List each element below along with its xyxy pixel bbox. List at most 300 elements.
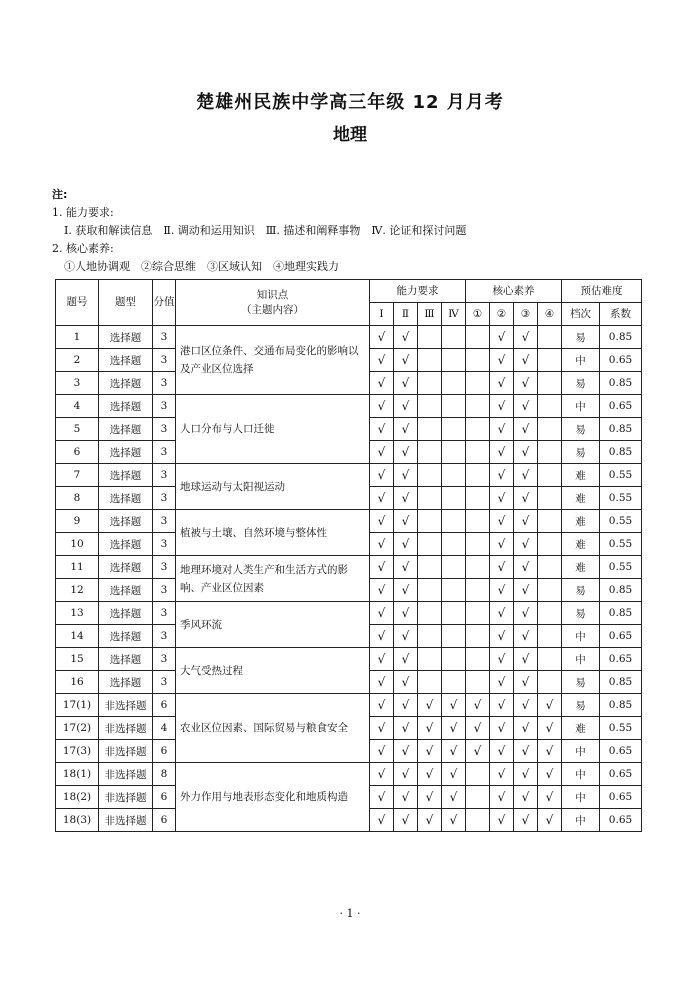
ability-check-cell	[442, 441, 466, 464]
knowledge-topic: 外力作用与地表形态变化和地质构造	[176, 763, 370, 832]
question-type: 非选择题	[99, 740, 153, 763]
difficulty-level: 易	[562, 372, 600, 395]
literacy-check-cell: √	[514, 326, 538, 349]
literacy-check-cell	[466, 326, 490, 349]
difficulty-coefficient: 0.85	[600, 418, 642, 441]
ability-check-cell: √	[394, 740, 418, 763]
knowledge-topic: 农业区位因素、国际贸易与粮食安全	[176, 694, 370, 763]
literacy-check-cell: √	[514, 464, 538, 487]
ability-check-cell	[442, 372, 466, 395]
literacy-check-cell	[538, 510, 562, 533]
question-number: 13	[56, 602, 99, 625]
difficulty-coefficient: 0.55	[600, 464, 642, 487]
literacy-check-cell: √	[538, 763, 562, 786]
ability-check-cell: √	[394, 625, 418, 648]
ability-check-cell	[442, 533, 466, 556]
ability-check-cell	[418, 625, 442, 648]
ability-title: 1. 能力要求:	[52, 206, 114, 219]
difficulty-level: 难	[562, 510, 600, 533]
literacy-check-cell	[538, 418, 562, 441]
ability-check-cell: √	[370, 464, 394, 487]
question-score: 3	[153, 602, 176, 625]
literacy-check-cell	[466, 671, 490, 694]
literacy-check-cell: √	[514, 809, 538, 832]
ability-check-cell	[442, 326, 466, 349]
ability-check-cell: √	[394, 809, 418, 832]
ability-check-cell: √	[370, 809, 394, 832]
ability-check-cell	[418, 533, 442, 556]
difficulty-level: 中	[562, 349, 600, 372]
question-type: 选择题	[99, 441, 153, 464]
ability-check-cell: √	[394, 763, 418, 786]
literacy-check-cell	[466, 648, 490, 671]
literacy-check-cell: √	[490, 464, 514, 487]
literacy-check-cell: √	[514, 648, 538, 671]
ability-check-cell: √	[370, 556, 394, 579]
literacy-check-cell	[538, 648, 562, 671]
literacy-check-cell: √	[490, 740, 514, 763]
literacy-check-cell	[466, 579, 490, 602]
literacy-check-cell: √	[514, 625, 538, 648]
difficulty-coefficient: 0.55	[600, 717, 642, 740]
question-number: 6	[56, 441, 99, 464]
question-number: 18(1)	[56, 763, 99, 786]
question-type: 非选择题	[99, 694, 153, 717]
table-row	[56, 326, 642, 349]
difficulty-level: 难	[562, 556, 600, 579]
difficulty-coefficient: 0.85	[600, 372, 642, 395]
literacy-check-cell	[538, 579, 562, 602]
ability-check-cell: √	[370, 602, 394, 625]
difficulty-level: 易	[562, 441, 600, 464]
ability-check-cell: √	[370, 786, 394, 809]
question-type: 选择题	[99, 602, 153, 625]
ability-check-cell: √	[394, 395, 418, 418]
difficulty-level: 易	[562, 418, 600, 441]
question-type: 选择题	[99, 579, 153, 602]
difficulty-level: 中	[562, 625, 600, 648]
question-score: 3	[153, 625, 176, 648]
difficulty-coefficient: 0.65	[600, 763, 642, 786]
ability-check-cell: √	[394, 579, 418, 602]
ability-check-cell	[442, 556, 466, 579]
question-type: 选择题	[99, 349, 153, 372]
literacy-check-cell	[466, 533, 490, 556]
header-ability-3: Ⅲ	[418, 303, 442, 326]
header-literacy-1: ①	[466, 303, 490, 326]
ability-check-cell: √	[418, 809, 442, 832]
literacy-check-cell: √	[514, 533, 538, 556]
question-score: 6	[153, 809, 176, 832]
ability-check-cell: √	[370, 648, 394, 671]
ability-check-cell	[442, 602, 466, 625]
literacy-check-cell	[538, 349, 562, 372]
literacy-check-cell: √	[514, 349, 538, 372]
difficulty-coefficient: 0.85	[600, 671, 642, 694]
question-number: 12	[56, 579, 99, 602]
ability-check-cell: √	[370, 533, 394, 556]
literacy-check-cell: √	[514, 579, 538, 602]
ability-check-cell	[418, 510, 442, 533]
literacy-check-cell	[466, 418, 490, 441]
literacy-check-cell	[466, 487, 490, 510]
notes-section	[52, 186, 466, 276]
question-score: 3	[153, 395, 176, 418]
table-row	[56, 464, 642, 487]
literacy-check-cell: √	[490, 372, 514, 395]
literacy-check-cell: √	[490, 602, 514, 625]
ability-check-cell	[442, 510, 466, 533]
ability-check-cell: √	[394, 510, 418, 533]
literacy-check-cell	[538, 395, 562, 418]
literacy-check-cell	[466, 349, 490, 372]
literacy-check-cell: √	[514, 786, 538, 809]
ability-check-cell: √	[370, 418, 394, 441]
literacy-check-cell: √	[490, 717, 514, 740]
ability-check-cell: √	[442, 786, 466, 809]
header-literacy-2: ②	[490, 303, 514, 326]
literacy-check-cell: √	[490, 349, 514, 372]
ability-check-cell: √	[370, 740, 394, 763]
table-body	[56, 326, 642, 832]
question-score: 3	[153, 349, 176, 372]
ability-check-cell	[418, 487, 442, 510]
ability-check-cell	[442, 349, 466, 372]
ability-check-cell: √	[418, 740, 442, 763]
ability-check-cell: √	[370, 694, 394, 717]
literacy-check-cell: √	[538, 786, 562, 809]
header-knowledge	[176, 280, 370, 326]
ability-check-cell: √	[394, 602, 418, 625]
table-row	[56, 510, 642, 533]
literacy-check-cell	[538, 671, 562, 694]
ability-check-cell: √	[370, 441, 394, 464]
literacy-check-cell: √	[490, 487, 514, 510]
ability-check-cell: √	[418, 717, 442, 740]
difficulty-level: 中	[562, 786, 600, 809]
ability-check-cell	[442, 395, 466, 418]
question-type: 选择题	[99, 671, 153, 694]
literacy-check-cell	[538, 602, 562, 625]
literacy-check-cell: √	[466, 740, 490, 763]
difficulty-coefficient: 0.65	[600, 809, 642, 832]
literacy-check-cell	[466, 464, 490, 487]
ability-check-cell: √	[394, 372, 418, 395]
table-row	[56, 763, 642, 786]
literacy-check-cell: √	[490, 326, 514, 349]
question-number: 15	[56, 648, 99, 671]
difficulty-level: 易	[562, 694, 600, 717]
literacy-check-cell	[538, 625, 562, 648]
header-type: 题型	[99, 280, 153, 326]
ability-check-cell: √	[394, 648, 418, 671]
question-type: 非选择题	[99, 717, 153, 740]
question-score: 3	[153, 441, 176, 464]
ability-check-cell: √	[370, 763, 394, 786]
literacy-check-cell: √	[514, 441, 538, 464]
page-title: 楚雄州民族中学高三年级 12 月月考	[196, 92, 504, 113]
ability-check-cell	[418, 671, 442, 694]
ability-check-cell: √	[394, 326, 418, 349]
ability-check-cell	[418, 441, 442, 464]
difficulty-level: 易	[562, 326, 600, 349]
difficulty-coefficient: 0.55	[600, 556, 642, 579]
question-score: 3	[153, 579, 176, 602]
ability-check-cell: √	[370, 487, 394, 510]
difficulty-coefficient: 0.65	[600, 625, 642, 648]
table-row	[56, 648, 642, 671]
literacy-check-cell: √	[514, 694, 538, 717]
literacy-check-cell: √	[466, 694, 490, 717]
question-score: 3	[153, 487, 176, 510]
question-score: 3	[153, 464, 176, 487]
ability-check-cell: √	[418, 694, 442, 717]
question-number: 4	[56, 395, 99, 418]
ability-check-cell	[418, 602, 442, 625]
question-score: 3	[153, 533, 176, 556]
literacy-check-cell: √	[490, 786, 514, 809]
ability-check-cell: √	[418, 786, 442, 809]
ability-check-cell: √	[370, 717, 394, 740]
difficulty-level: 易	[562, 671, 600, 694]
ability-check-cell	[418, 349, 442, 372]
difficulty-coefficient: 0.65	[600, 786, 642, 809]
ability-check-cell	[442, 579, 466, 602]
question-number: 17(2)	[56, 717, 99, 740]
literacy-check-cell: √	[514, 510, 538, 533]
literacy-check-cell	[538, 441, 562, 464]
header-knowledge-main: 知识点	[256, 288, 289, 301]
header-score: 分值	[153, 280, 176, 326]
ability-check-cell: √	[394, 671, 418, 694]
ability-check-cell: √	[394, 441, 418, 464]
question-score: 3	[153, 556, 176, 579]
table-row	[56, 602, 642, 625]
question-type: 选择题	[99, 556, 153, 579]
difficulty-coefficient: 0.85	[600, 694, 642, 717]
difficulty-level: 易	[562, 579, 600, 602]
question-score: 3	[153, 326, 176, 349]
question-number: 5	[56, 418, 99, 441]
literacy-check-cell: √	[490, 809, 514, 832]
ability-check-cell: √	[442, 763, 466, 786]
question-score: 8	[153, 763, 176, 786]
ability-check-cell	[418, 418, 442, 441]
question-number: 14	[56, 625, 99, 648]
question-number: 2	[56, 349, 99, 372]
literacy-check-cell: √	[514, 740, 538, 763]
ability-check-cell: √	[394, 418, 418, 441]
exam-spec-table	[55, 279, 642, 832]
ability-check-cell: √	[394, 556, 418, 579]
literacy-check-cell: √	[538, 809, 562, 832]
difficulty-level: 难	[562, 487, 600, 510]
question-type: 非选择题	[99, 809, 153, 832]
literacy-check-cell	[466, 372, 490, 395]
literacy-check-cell	[466, 625, 490, 648]
knowledge-topic: 季风环流	[176, 602, 370, 648]
literacy-check-cell: √	[538, 694, 562, 717]
ability-check-cell	[442, 464, 466, 487]
literacy-check-cell: √	[514, 602, 538, 625]
literacy-check-cell: √	[514, 418, 538, 441]
ability-check-cell: √	[394, 694, 418, 717]
literacy-check-cell: √	[514, 487, 538, 510]
ability-check-cell	[442, 487, 466, 510]
ability-check-cell: √	[442, 694, 466, 717]
difficulty-coefficient: 0.65	[600, 648, 642, 671]
literacy-check-cell	[538, 372, 562, 395]
knowledge-topic: 地理环境对人类生产和生活方式的影响、产业区位因素	[176, 556, 370, 602]
difficulty-coefficient: 0.85	[600, 326, 642, 349]
difficulty-coefficient: 0.85	[600, 441, 642, 464]
difficulty-level: 易	[562, 602, 600, 625]
knowledge-topic: 人口分布与人口迁徙	[176, 395, 370, 464]
header-ability-2: Ⅱ	[394, 303, 418, 326]
literacy-check-cell: √	[514, 717, 538, 740]
difficulty-coefficient: 0.65	[600, 349, 642, 372]
literacy-check-cell	[538, 326, 562, 349]
question-type: 选择题	[99, 464, 153, 487]
literacy-check-cell: √	[490, 533, 514, 556]
ability-check-cell: √	[370, 395, 394, 418]
question-score: 3	[153, 510, 176, 533]
ability-check-cell: √	[394, 487, 418, 510]
literacy-check-cell	[466, 441, 490, 464]
question-score: 3	[153, 648, 176, 671]
literacy-check-cell: √	[490, 763, 514, 786]
page-number: · 1 ·	[339, 907, 361, 920]
literacy-check-cell	[466, 556, 490, 579]
literacy-check-cell	[466, 786, 490, 809]
difficulty-coefficient: 0.65	[600, 395, 642, 418]
header-ability-1: Ⅰ	[370, 303, 394, 326]
knowledge-topic: 大气受热过程	[176, 648, 370, 694]
literacy-check-cell	[466, 395, 490, 418]
ability-check-cell	[418, 579, 442, 602]
literacy-check-cell: √	[490, 441, 514, 464]
difficulty-level: 中	[562, 763, 600, 786]
ability-check-cell: √	[370, 671, 394, 694]
notes-heading: 注:	[52, 188, 68, 201]
question-number: 9	[56, 510, 99, 533]
question-type: 选择题	[99, 510, 153, 533]
difficulty-coefficient: 0.55	[600, 487, 642, 510]
literacy-check-cell: √	[514, 372, 538, 395]
literacy-check-cell	[466, 602, 490, 625]
question-number: 17(1)	[56, 694, 99, 717]
question-score: 3	[153, 418, 176, 441]
knowledge-topic: 港口区位条件、交通布局变化的影响以及产业区位选择	[176, 326, 370, 395]
literacy-check-cell	[538, 533, 562, 556]
ability-check-cell: √	[394, 717, 418, 740]
literacy-check-cell: √	[514, 763, 538, 786]
question-type: 非选择题	[99, 763, 153, 786]
question-type: 非选择题	[99, 786, 153, 809]
difficulty-coefficient: 0.85	[600, 602, 642, 625]
literacy-check-cell	[538, 556, 562, 579]
question-number: 1	[56, 326, 99, 349]
ability-check-cell: √	[418, 763, 442, 786]
header-knowledge-sub: （主题内容）	[241, 303, 304, 316]
literacy-check-cell: √	[514, 671, 538, 694]
question-type: 选择题	[99, 487, 153, 510]
question-type: 选择题	[99, 395, 153, 418]
ability-check-cell: √	[394, 464, 418, 487]
difficulty-coefficient: 0.55	[600, 510, 642, 533]
literacy-check-cell: √	[490, 625, 514, 648]
literacy-check-cell: √	[490, 579, 514, 602]
literacy-check-cell	[538, 487, 562, 510]
literacy-check-cell: √	[490, 648, 514, 671]
question-number: 17(3)	[56, 740, 99, 763]
difficulty-level: 中	[562, 395, 600, 418]
question-type: 选择题	[99, 648, 153, 671]
knowledge-topic: 地球运动与太阳视运动	[176, 464, 370, 510]
knowledge-topic: 植被与土壤、自然环境与整体性	[176, 510, 370, 556]
ability-check-cell	[442, 418, 466, 441]
literacy-check-cell: √	[514, 395, 538, 418]
question-score: 6	[153, 694, 176, 717]
question-number: 11	[56, 556, 99, 579]
header-literacy-3: ③	[514, 303, 538, 326]
literacy-check-cell: √	[538, 740, 562, 763]
literacy-title: 2. 核心素养:	[52, 242, 114, 255]
header-difficulty: 预估难度	[562, 280, 642, 303]
literacy-check-cell: √	[538, 717, 562, 740]
header-ability: 能力要求	[370, 280, 466, 303]
difficulty-level: 难	[562, 717, 600, 740]
ability-check-cell: √	[370, 579, 394, 602]
question-score: 4	[153, 717, 176, 740]
ability-check-cell: √	[394, 786, 418, 809]
table-row	[56, 395, 642, 418]
literacy-check-cell: √	[490, 556, 514, 579]
question-type: 选择题	[99, 418, 153, 441]
header-coefficient: 系数	[600, 303, 642, 326]
header-literacy-4: ④	[538, 303, 562, 326]
question-number: 7	[56, 464, 99, 487]
literacy-check-cell: √	[466, 717, 490, 740]
question-number: 8	[56, 487, 99, 510]
question-number: 16	[56, 671, 99, 694]
table-row	[56, 694, 642, 717]
ability-check-cell	[418, 395, 442, 418]
ability-check-cell: √	[370, 510, 394, 533]
difficulty-level: 难	[562, 464, 600, 487]
ability-check-cell: √	[442, 740, 466, 763]
literacy-check-cell	[466, 809, 490, 832]
question-type: 选择题	[99, 372, 153, 395]
header-literacy: 核心素养	[466, 280, 562, 303]
literacy-check-cell: √	[490, 418, 514, 441]
ability-check-cell: √	[370, 372, 394, 395]
difficulty-level: 中	[562, 648, 600, 671]
literacy-check-cell	[466, 763, 490, 786]
literacy-check-cell: √	[490, 671, 514, 694]
header-level: 档次	[562, 303, 600, 326]
question-score: 3	[153, 671, 176, 694]
ability-check-cell	[418, 372, 442, 395]
ability-check-cell	[442, 625, 466, 648]
literacy-check-cell: √	[490, 395, 514, 418]
ability-check-cell	[418, 464, 442, 487]
question-number: 18(2)	[56, 786, 99, 809]
question-number: 10	[56, 533, 99, 556]
difficulty-level: 中	[562, 740, 600, 763]
question-type: 选择题	[99, 625, 153, 648]
literacy-check-cell: √	[514, 556, 538, 579]
